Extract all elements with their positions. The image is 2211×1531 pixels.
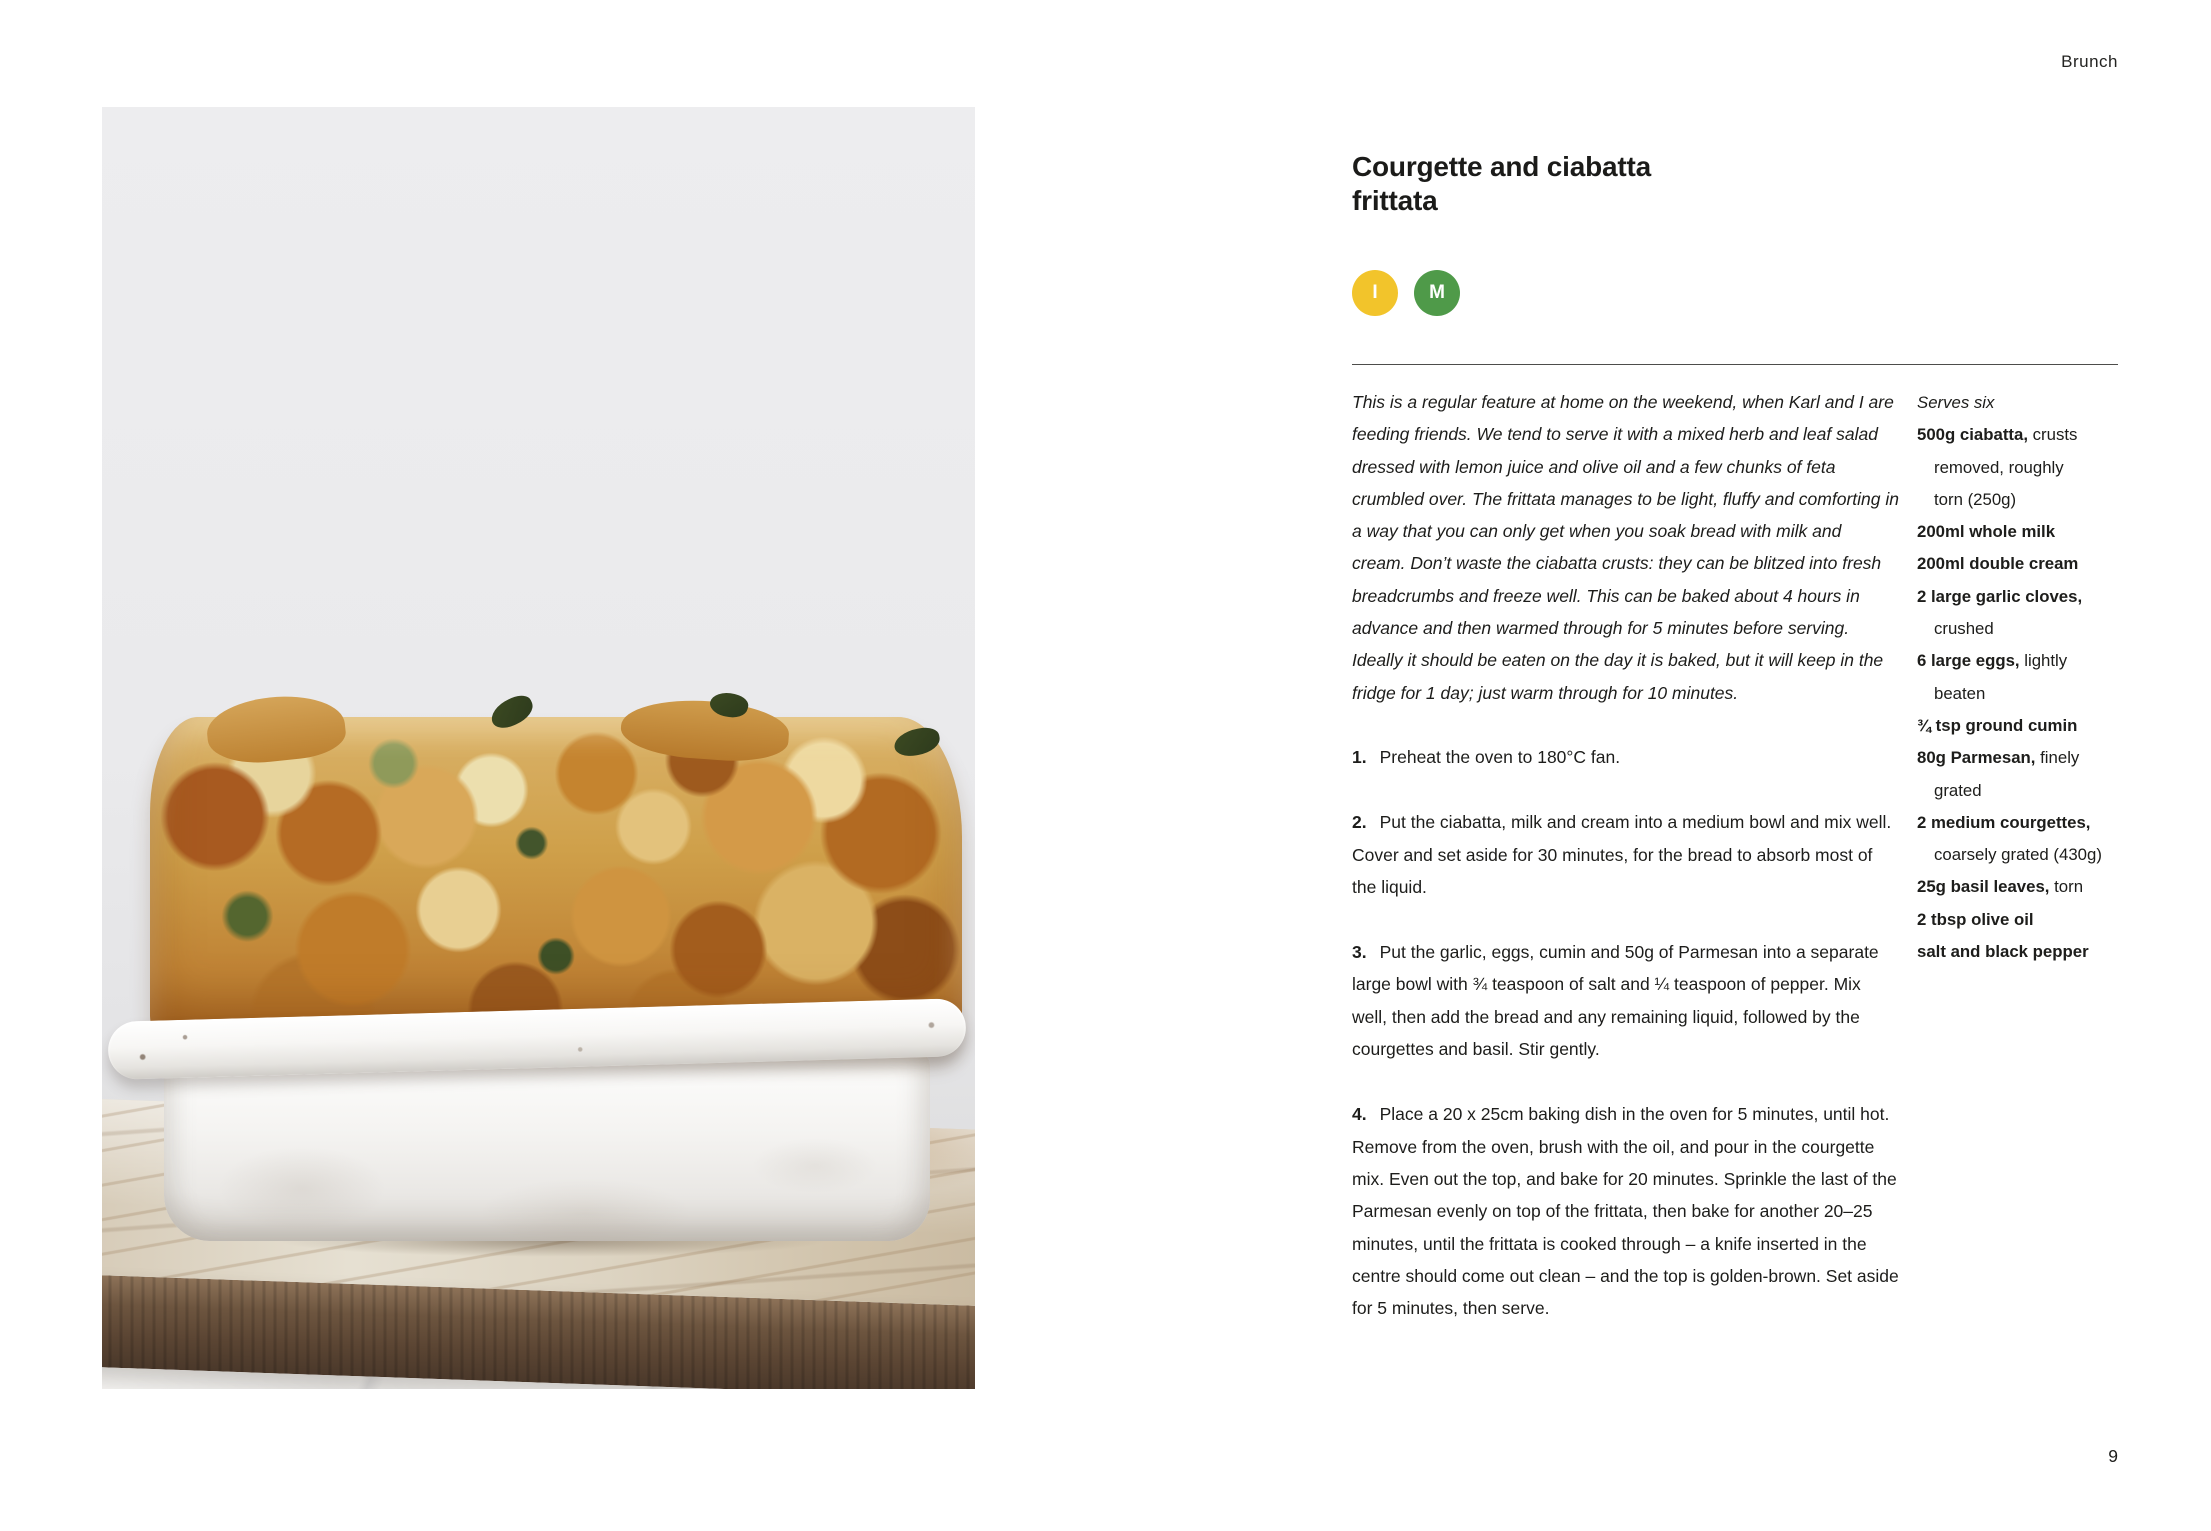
frittata xyxy=(150,717,962,1049)
recipe-title-line1: Courgette and ciabatta xyxy=(1352,151,1651,182)
ingredient-line: beaten xyxy=(1934,683,1986,703)
ingredient-line: 2 medium courgettes, xyxy=(1917,812,2091,832)
chapter-label: Brunch xyxy=(2061,52,2118,71)
ingredient-line: grated xyxy=(1934,780,1982,800)
recipe-photo xyxy=(102,107,975,1389)
divider-rule xyxy=(1352,364,2118,365)
ingredient-line: 80g Parmesan, finely xyxy=(1917,748,2080,768)
ingredient-line: 200ml double cream xyxy=(1917,554,2079,574)
ingredient-line: crushed xyxy=(1934,619,1994,639)
recipe-title xyxy=(1352,150,1651,218)
ingredient-line: removed, roughly xyxy=(1934,457,2064,477)
intro-paragraph: This is a regular feature at home on the weekend, when Karl and I are feeding friends. We tend to serve it with a mixed herb and leaf salad dressed with lemon juice and olive oil and a few chunks of feta crumbled over. The frittata manages to be light, fluffy and comforting in a way that you can only get when you soak bread with milk and cream. Don’t waste the ciabatta crusts: they can be blitzed into fresh breadcrumbs and freeze well. This can be baked about 4 hours in advance and then warmed through for 5 minutes before serving. Ideally it should be eaten on the day it is baked, but it will keep in the fridge for 1 day; just warm through for 10 minutes. xyxy=(1352,392,1899,703)
ingredient-line: 6 large eggs, lightly xyxy=(1917,651,2068,671)
ingredients-column xyxy=(1917,387,2102,968)
ingredient-line: coarsely grated (430g) xyxy=(1934,845,2102,865)
step-text: Place a 20 x 25cm baking dish in the oven for 5 minutes, until hot. Remove from the oven, brush with the oil, and pour in the courgette mix. Even out the top, and bake for 20 minutes. Sprinkle the last of the Parmesan evenly on top of the frittata, then bake for another 20–25 minutes, until the frittata is cooked through – a knife inserted in the centre should come out clean – and the top is golden-brown. Set aside for 5 minutes, then serve. xyxy=(1352,1104,1899,1319)
page-number: 9 xyxy=(2108,1446,2118,1466)
step-number: 1. xyxy=(1352,747,1367,767)
step-text: Put the garlic, eggs, cumin and 50g of Parmesan into a separate large bowl with ¾ teaspoon of salt and ¼ teaspoon of pepper. Mix well, then add the bread and any remaining liquid, followed by the courgettes and basil. Stir gently. xyxy=(1352,942,1879,1060)
method-step xyxy=(1352,806,1899,903)
ingredient-line: 200ml whole milk xyxy=(1917,522,2056,542)
serves-line: Serves six xyxy=(1917,393,1995,412)
ingredient-line: 2 large garlic cloves, xyxy=(1917,586,2083,606)
ingredient-line: 2 tbsp olive oil xyxy=(1917,909,2034,929)
badge-i: I xyxy=(1352,270,1398,316)
step-text: Put the ciabatta, milk and cream into a medium bowl and mix well. Cover and set aside for 30 minutes, for the bread to absorb most of the liquid. xyxy=(1352,812,1892,897)
badge-m: M xyxy=(1414,270,1460,316)
step-text: Preheat the oven to 180°C fan. xyxy=(1379,747,1621,767)
step-number: 3. xyxy=(1352,942,1367,963)
ingredient-line: 500g ciabatta, crusts xyxy=(1917,425,2078,445)
ingredient-line: 25g basil leaves, torn xyxy=(1917,877,2084,897)
method-step xyxy=(1352,936,1899,1065)
method-step xyxy=(1352,1098,1899,1324)
recipe-title-line2: frittata xyxy=(1352,185,1438,216)
ingredient-line: salt and black pepper xyxy=(1917,942,2089,962)
ingredient-line: torn (250g) xyxy=(1934,489,2017,509)
recipe-badges xyxy=(1352,270,1460,316)
ingredient-line: ¾ tsp ground cumin xyxy=(1917,715,2078,735)
method-steps xyxy=(1352,741,1899,1357)
step-number: 2. xyxy=(1352,812,1367,833)
step-number: 4. xyxy=(1352,1104,1367,1125)
baking-dish-front xyxy=(164,1053,930,1241)
method-step xyxy=(1352,741,1899,773)
